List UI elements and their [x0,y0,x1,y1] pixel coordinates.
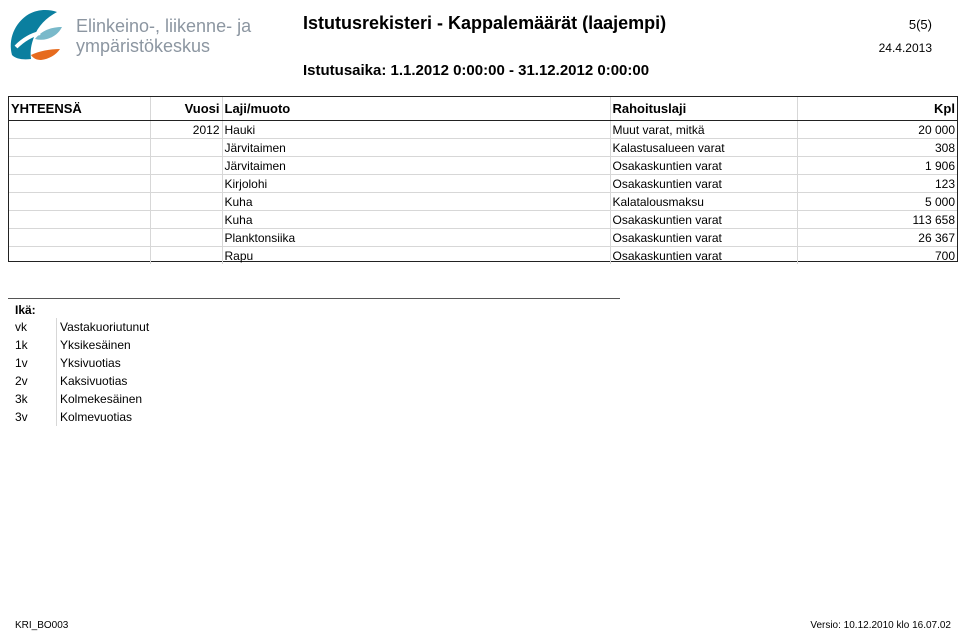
table-row [9,157,957,175]
legend-divider [8,298,620,299]
species-cell: Rapu [222,247,610,265]
count-column-header: Kpl [797,97,957,121]
report-version: Versio: 10.12.2010 klo 16.07.02 [810,620,951,631]
year-cell [150,247,222,265]
page-number: 5(5) [908,17,932,32]
age-description: Yksivuotias [60,356,121,370]
age-code: 3k [15,390,57,408]
age-description: Yksikesäinen [60,338,131,352]
summary-table-header-row [9,97,957,121]
legend-item [15,372,295,390]
count-cell: 26 367 [797,229,957,247]
year-cell: 2012 [150,121,222,139]
year-cell [150,211,222,229]
total-cell [9,157,150,175]
count-cell: 308 [797,139,957,157]
print-date: 24.4.2013 [878,41,932,55]
total-cell [9,139,150,157]
table-row [9,229,957,247]
species-cell: Järvitaimen [222,139,610,157]
age-legend [15,318,295,426]
count-cell: 5 000 [797,193,957,211]
age-description: Kaksivuotias [60,374,128,388]
funding-cell: Muut varat, mitkä [610,121,797,139]
total-cell [9,121,150,139]
age-code: 3v [15,408,57,426]
summary-table-container [8,96,958,262]
legend-item [15,408,295,426]
age-code: 1v [15,354,57,372]
total-cell [9,211,150,229]
total-cell [9,175,150,193]
age-description: Vastakuoriutunut [60,320,150,334]
age-code: vk [15,318,57,336]
funding-cell: Kalastusalueen varat [610,139,797,157]
age-description: Kolmekesäinen [60,392,143,406]
total-column-header: YHTEENSÄ [9,97,150,121]
total-cell [9,229,150,247]
count-cell: 20 000 [797,121,957,139]
table-row [9,121,957,139]
funding-cell: Kalatalousmaksu [610,193,797,211]
planting-period: Istutusaika: 1.1.2012 0:00:00 - 31.12.2012 0:00:00 [303,62,650,79]
funding-cell: Osakaskuntien varat [610,157,797,175]
species-cell: Kirjolohi [222,175,610,193]
total-cell [9,247,150,265]
ely-logo-mark-icon [4,2,72,64]
age-description: Kolmevuotias [60,410,133,424]
table-row [9,193,957,211]
year-cell [150,175,222,193]
funding-cell: Osakaskuntien varat [610,247,797,265]
species-cell: Kuha [222,211,610,229]
count-cell: 1 906 [797,157,957,175]
species-cell: Planktonsiika [222,229,610,247]
logo-text-line-2: ympäristökeskus [76,36,211,56]
count-cell: 700 [797,247,957,265]
funding-cell: Osakaskuntien varat [610,211,797,229]
legend-item [15,390,295,408]
species-column-header: Laji/muoto [222,97,610,121]
table-row [9,175,957,193]
age-code: 2v [15,372,57,390]
summary-table [9,97,957,264]
species-cell: Kuha [222,193,610,211]
count-cell: 123 [797,175,957,193]
age-code: 1k [15,336,57,354]
species-cell: Järvitaimen [222,157,610,175]
legend-item [15,318,295,336]
ely-centre-logo [4,2,252,64]
count-cell: 113 658 [797,211,957,229]
funding-cell: Osakaskuntien varat [610,175,797,193]
legend-item [15,354,295,372]
year-cell [150,157,222,175]
funding-cell: Osakaskuntien varat [610,229,797,247]
year-cell [150,139,222,157]
report-title: Istutusrekisteri - Kappalemäärät (laajempi) [303,13,667,33]
table-row [9,139,957,157]
logo-text-line-1: Elinkeino-, liikenne- ja [76,16,252,36]
year-cell [150,229,222,247]
funding-column-header: Rahoituslaji [610,97,797,121]
table-row [9,211,957,229]
year-cell [150,193,222,211]
legend-item [15,336,295,354]
report-code: KRI_BO003 [15,620,69,631]
year-column-header: Vuosi [150,97,222,121]
table-row [9,247,957,265]
total-cell [9,193,150,211]
species-cell: Hauki [222,121,610,139]
age-legend-title: Ikä: [15,303,36,317]
